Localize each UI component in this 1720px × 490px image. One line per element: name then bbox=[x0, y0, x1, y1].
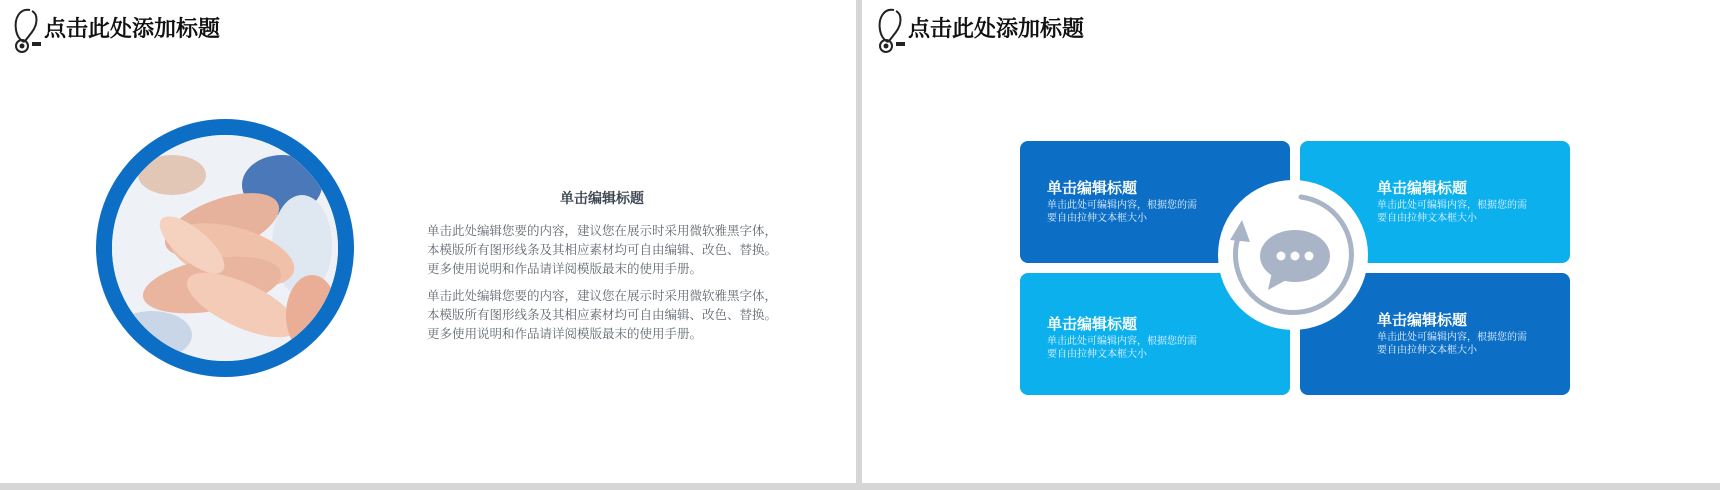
quadrant-title[interactable]: 单击编辑标题 bbox=[1047, 315, 1138, 333]
quadrant-desc[interactable]: 单击此处可编辑内容，根据您的需 要自由拉伸文本框大小 bbox=[1377, 332, 1527, 356]
stethoscope-icon bbox=[8, 4, 44, 54]
quadrant-desc[interactable]: 单击此处可编辑内容，根据您的需 要自由拉伸文本框大小 bbox=[1047, 336, 1197, 360]
team-hands-photo bbox=[112, 135, 338, 361]
slide-left bbox=[0, 0, 856, 483]
quadrant-title[interactable]: 单击编辑标题 bbox=[1047, 179, 1138, 197]
quadrant-desc[interactable]: 单击此处可编辑内容，根据您的需 要自由拉伸文本框大小 bbox=[1047, 200, 1197, 224]
content-paragraph[interactable]: 单击此处编辑您要的内容，建议您在展示时采用微软雅黑字体， 本模版所有图形线条及其相应素材均可自由编辑、改色、替换。 更多使用说明和作品请详阅模版最末的使用手册。 bbox=[427, 288, 778, 341]
content-heading[interactable]: 单击编辑标题 bbox=[560, 191, 644, 207]
quadrant-title[interactable]: 单击编辑标题 bbox=[1377, 311, 1468, 329]
slide-title[interactable]: 点击此处添加标题 bbox=[44, 17, 221, 42]
quadrant-desc[interactable]: 单击此处可编辑内容，根据您的需 要自由拉伸文本框大小 bbox=[1377, 200, 1527, 224]
slide-title[interactable]: 点击此处添加标题 bbox=[908, 17, 1085, 42]
content-paragraph[interactable]: 单击此处编辑您要的内容，建议您在展示时采用微软雅黑字体， 本模版所有图形线条及其相应素材均可自由编辑、改色、替换。 更多使用说明和作品请详阅模版最末的使用手册。 bbox=[427, 223, 778, 276]
chat-bubble-icon bbox=[1258, 228, 1332, 292]
quadrant-title[interactable]: 单击编辑标题 bbox=[1377, 179, 1468, 197]
stethoscope-icon bbox=[872, 4, 908, 54]
